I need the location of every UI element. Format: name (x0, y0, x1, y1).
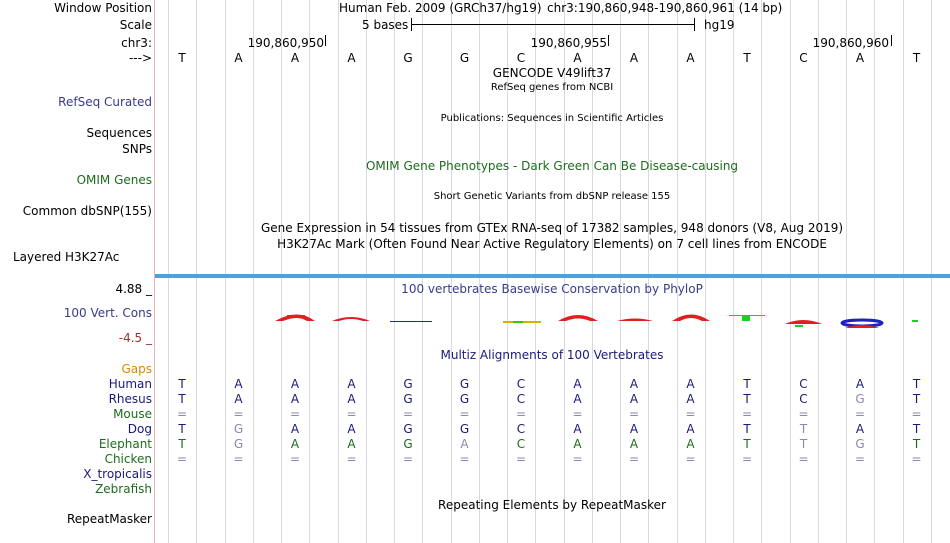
alignment-base: A (290, 437, 300, 451)
alignment-base: G (459, 392, 470, 406)
dbsnp-track-label[interactable]: Common dbSNP(155) (22, 204, 152, 218)
alignment-base: A (686, 437, 695, 451)
alignment-base: A (347, 422, 356, 436)
base-gridline (874, 0, 875, 543)
sequence-base: C (799, 51, 808, 65)
species-label: Mouse (113, 407, 152, 421)
alignment-base: A (347, 437, 356, 451)
alignment-base: = (911, 407, 922, 421)
conservation-logo-bar (513, 321, 523, 323)
alignment-base: T (799, 422, 808, 436)
alignment-base: C (799, 392, 808, 406)
base-gridline (648, 0, 649, 543)
conservation-logo-bar (390, 321, 432, 322)
alignment-base: A (290, 392, 300, 406)
sequence-base: C (516, 51, 526, 65)
alignment-base: = (685, 452, 696, 466)
window-position-label: Window Position (54, 1, 152, 15)
alignment-base: = (233, 452, 244, 466)
alignment-base: A (347, 392, 356, 406)
sequence-base: A (855, 51, 865, 65)
sequence-base: T (912, 51, 921, 65)
alignment-base: = (346, 407, 357, 421)
refseq-subtitle: RefSeq genes from NCBI (490, 82, 614, 93)
base-gridline (620, 0, 621, 543)
chr-label: chr3: (121, 36, 152, 50)
alignment-base: C (516, 437, 526, 451)
alignment-base: A (686, 422, 695, 436)
base-gridline (790, 0, 791, 543)
coord-tick (608, 35, 609, 46)
alignment-base: A (629, 392, 639, 406)
alignment-base: T (912, 437, 921, 451)
alignment-base: = (628, 407, 640, 421)
alignment-base: A (855, 422, 865, 436)
sequence-base: G (459, 51, 470, 65)
alignment-base: = (402, 452, 414, 466)
alignment-base: G (403, 377, 413, 391)
refseq-track-label[interactable]: RefSeq Curated (58, 95, 152, 109)
coord-tick (325, 35, 326, 46)
coord-tick-label: 190,860,955 (530, 36, 607, 50)
base-gridline (394, 0, 395, 543)
alignment-base: = (176, 452, 188, 466)
scale-text: 5 bases (362, 18, 409, 32)
alignment-base: G (233, 422, 244, 436)
alignment-base: A (573, 377, 582, 391)
species-label: Elephant (98, 437, 152, 451)
alignment-base: = (515, 452, 527, 466)
alignment-base: A (629, 437, 639, 451)
alignment-base: = (572, 452, 583, 466)
alignment-base: = (741, 407, 753, 421)
omim-track-title: OMIM Gene Phenotypes - Dark Green Can Be Disease-causing (365, 159, 739, 173)
phylop-track-title: 100 vertebrates Basewise Conservation by PhyloP (401, 282, 703, 296)
conservation-logo-a (558, 315, 598, 321)
alignment-base: = (459, 452, 470, 466)
base-gridline (281, 0, 282, 543)
conservation-logo-a (672, 315, 710, 322)
alignment-base: = (233, 407, 244, 421)
sequence-base: T (178, 51, 186, 65)
scale-bar-left-cap (411, 18, 412, 31)
alignment-base: G (459, 422, 470, 436)
alignment-base: T (799, 437, 808, 451)
base-gridline (931, 0, 932, 543)
sequence-base: G (403, 51, 413, 65)
cons-max-label: 4.88 _ (115, 282, 152, 296)
alignment-base: = (854, 452, 866, 466)
base-gridline (168, 0, 169, 543)
conservation-logo-a-bar (287, 315, 305, 317)
h3k27ac-track-label[interactable]: Layered H3K27Ac (13, 250, 120, 264)
alignment-base: A (290, 377, 300, 391)
alignment-base: = (515, 407, 527, 421)
cons-min-label: -4.5 _ (118, 331, 152, 345)
coord-tick (891, 35, 892, 46)
alignment-base: = (798, 407, 809, 421)
base-gridline (705, 0, 706, 543)
base-gridline (733, 0, 734, 543)
conservation-logo-t (742, 315, 750, 321)
h3k27ac-signal-bar (155, 274, 950, 278)
sequence-base: A (290, 51, 300, 65)
alignment-base: A (234, 392, 243, 406)
coord-tick-label: 190,860,960 (812, 36, 889, 50)
gencode-track-title[interactable]: GENCODE V49lift37 (492, 66, 612, 80)
species-label: Chicken (104, 452, 152, 466)
alignment-base: A (686, 392, 695, 406)
alignment-base: T (178, 392, 186, 406)
omim-track-label[interactable]: OMIM Genes (76, 173, 152, 187)
alignment-base: = (459, 407, 470, 421)
scale-label: Scale (119, 18, 152, 32)
alignment-base: T (743, 377, 751, 391)
dbsnp-track-title: Short Genetic Variants from dbSNP release 155 (433, 191, 671, 202)
repeatmasker-track-label[interactable]: RepeatMasker (66, 512, 152, 526)
alignment-base: T (912, 377, 921, 391)
alignment-base: = (289, 452, 301, 466)
publications-track-title: Publications: Sequences in Scientific Articles (440, 113, 664, 124)
alignment-base: = (346, 452, 357, 466)
alignment-base: A (347, 377, 356, 391)
alignment-base: = (176, 407, 188, 421)
species-label: Human (108, 377, 152, 391)
species-label: Rhesus (108, 392, 152, 406)
base-gridline (422, 0, 423, 543)
sequence-base: A (347, 51, 356, 65)
coord-tick-label: 190,860,950 (247, 36, 324, 50)
alignment-base: = (402, 407, 414, 421)
sequence-base: T (743, 51, 751, 65)
gaps-label: Gaps (121, 362, 152, 376)
alignment-base: = (685, 407, 696, 421)
alignment-base: A (686, 377, 695, 391)
base-gridline (366, 0, 367, 543)
alignment-base: T (178, 437, 186, 451)
base-gridline (225, 0, 226, 543)
alignment-base: A (573, 437, 582, 451)
sequence-base: A (573, 51, 582, 65)
strand-label: ---> (128, 51, 152, 65)
alignment-base: A (629, 377, 639, 391)
alignment-base: = (572, 407, 583, 421)
sequence-base: A (234, 51, 243, 65)
conservation-logo-a (332, 317, 370, 321)
conservation-logo-a (785, 320, 822, 324)
alignment-base: = (911, 452, 922, 466)
gtex-track-title: Gene Expression in 54 tissues from GTEx RNA-seq of 17382 samples, 948 donors (V8, Aug 2019) (260, 221, 844, 235)
species-label: Zebrafish (95, 482, 152, 496)
scale-db: hg19 (704, 18, 735, 32)
snps-track-label[interactable]: SNPs (122, 142, 152, 156)
base-gridline (451, 0, 452, 543)
alignment-base: C (799, 377, 808, 391)
base-gridline (903, 0, 904, 543)
conservation-logo-bar (795, 325, 803, 327)
alignment-base: = (289, 407, 301, 421)
repeatmasker-track-title: Repeating Elements by RepeatMasker (438, 498, 666, 512)
base-gridline (196, 0, 197, 543)
alignment-base: T (743, 392, 751, 406)
alignment-base: A (855, 377, 865, 391)
alignment-base: T (178, 377, 186, 391)
alignment-base: G (233, 437, 244, 451)
h3k27ac-track-title: H3K27Ac Mark (Often Found Near Active Regulatory Elements) on 7 cell lines from ENCODE (277, 237, 827, 251)
base-gridline (253, 0, 254, 543)
alignment-base: A (573, 422, 582, 436)
base-gridline (761, 0, 762, 543)
sequences-track-label[interactable]: Sequences (86, 126, 152, 140)
alignment-base: C (516, 377, 526, 391)
scale-bar (411, 24, 695, 25)
alignment-base: = (628, 452, 640, 466)
cons-track-label[interactable]: 100 Vert. Cons (63, 306, 152, 320)
alignment-base: G (459, 377, 470, 391)
conservation-logo-bar (912, 320, 918, 322)
alignment-base: A (234, 377, 243, 391)
alignment-base: A (460, 437, 469, 451)
window-position-text: chr3:190,860,948-190,860,961 (14 bp) (547, 1, 783, 15)
alignment-base: T (743, 437, 751, 451)
sequence-base: A (629, 51, 639, 65)
scale-bar-right-cap (694, 18, 695, 31)
alignment-base: G (403, 437, 413, 451)
base-gridline (846, 0, 847, 543)
species-label: Dog (127, 422, 152, 436)
alignment-base: = (741, 452, 753, 466)
alignment-base: G (403, 392, 413, 406)
alignment-base: T (912, 392, 921, 406)
alignment-base: A (629, 422, 639, 436)
conservation-logo-a (617, 319, 653, 322)
alignment-base: T (912, 422, 921, 436)
alignment-base: T (743, 422, 751, 436)
alignment-base: A (573, 392, 582, 406)
alignment-base: = (854, 407, 866, 421)
conservation-plot (155, 306, 950, 336)
alignment-base: T (178, 422, 186, 436)
alignment-base: G (403, 422, 413, 436)
alignment-base: C (516, 392, 526, 406)
base-gridline (338, 0, 339, 543)
alignment-base: C (516, 422, 526, 436)
species-label: X_tropicalis (83, 467, 152, 481)
alignment-base: = (798, 452, 809, 466)
alignment-base: G (855, 392, 865, 406)
alignment-base: G (855, 437, 865, 451)
assembly-name: Human Feb. 2009 (GRCh37/hg19) (339, 1, 542, 15)
base-gridline (818, 0, 819, 543)
sequence-base: A (686, 51, 695, 65)
base-gridline (309, 0, 310, 543)
multiz-track-title: Multiz Alignments of 100 Vertebrates (440, 348, 664, 362)
base-gridline (479, 0, 480, 543)
alignment-base: A (290, 422, 300, 436)
base-gridline (677, 0, 678, 543)
